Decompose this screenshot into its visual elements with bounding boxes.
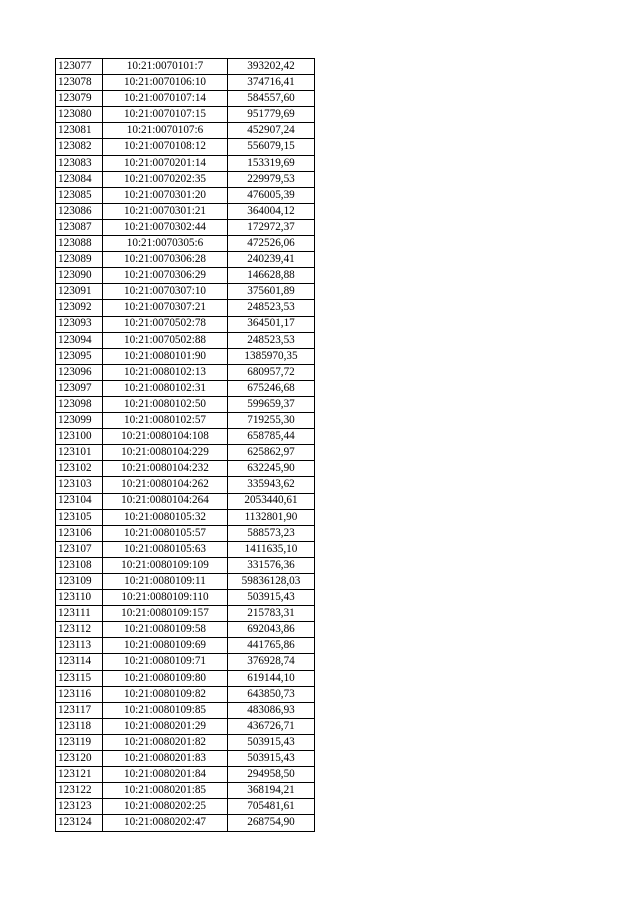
table-row <box>56 364 315 380</box>
table-row <box>56 252 315 268</box>
table-row <box>56 799 315 815</box>
table-row <box>56 123 315 139</box>
row-id-cell: 123122 <box>56 783 103 799</box>
row-id-cell: 123093 <box>56 316 103 332</box>
table-row <box>56 622 315 638</box>
cadastral-value-table <box>55 58 315 832</box>
cadastral-number-cell: 10:21:0080202:25 <box>103 799 228 815</box>
row-id-cell: 123114 <box>56 654 103 670</box>
cadastral-value-cell: 619144,10 <box>228 670 315 686</box>
cadastral-value-cell: 658785,44 <box>228 429 315 445</box>
row-id-cell: 123085 <box>56 187 103 203</box>
cadastral-value-cell: 503915,43 <box>228 734 315 750</box>
cadastral-number-cell: 10:21:0070307:10 <box>103 284 228 300</box>
row-id-cell: 123089 <box>56 252 103 268</box>
cadastral-number-cell: 10:21:0070302:44 <box>103 219 228 235</box>
table-row <box>56 219 315 235</box>
cadastral-value-cell: 146628,88 <box>228 268 315 284</box>
cadastral-number-cell: 10:21:0080202:47 <box>103 815 228 831</box>
table-row <box>56 670 315 686</box>
row-id-cell: 123077 <box>56 59 103 75</box>
cadastral-value-cell: 153319,69 <box>228 155 315 171</box>
cadastral-number-cell: 10:21:0080102:31 <box>103 380 228 396</box>
row-id-cell: 123096 <box>56 364 103 380</box>
table-row <box>56 348 315 364</box>
row-id-cell: 123108 <box>56 557 103 573</box>
table-row <box>56 316 315 332</box>
cadastral-value-cell: 215783,31 <box>228 606 315 622</box>
table-row <box>56 236 315 252</box>
cadastral-number-cell: 10:21:0080109:110 <box>103 590 228 606</box>
table-row <box>56 638 315 654</box>
table-row <box>56 107 315 123</box>
cadastral-value-cell: 331576,36 <box>228 557 315 573</box>
row-id-cell: 123092 <box>56 300 103 316</box>
row-id-cell: 123109 <box>56 574 103 590</box>
row-id-cell: 123078 <box>56 75 103 91</box>
cadastral-value-cell: 374716,41 <box>228 75 315 91</box>
row-id-cell: 123086 <box>56 203 103 219</box>
row-id-cell: 123117 <box>56 702 103 718</box>
table-row <box>56 396 315 412</box>
cadastral-value-cell: 248523,53 <box>228 332 315 348</box>
cadastral-value-cell: 643850,73 <box>228 686 315 702</box>
cadastral-number-cell: 10:21:0080104:229 <box>103 445 228 461</box>
cadastral-number-cell: 10:21:0070502:78 <box>103 316 228 332</box>
cadastral-value-cell: 393202,42 <box>228 59 315 75</box>
table-row <box>56 300 315 316</box>
cadastral-value-cell: 172972,37 <box>228 219 315 235</box>
cadastral-value-cell: 705481,61 <box>228 799 315 815</box>
cadastral-value-cell: 632245,90 <box>228 461 315 477</box>
table-row <box>56 654 315 670</box>
table-row <box>56 429 315 445</box>
cadastral-number-cell: 10:21:0080109:82 <box>103 686 228 702</box>
table-row <box>56 574 315 590</box>
table-row <box>56 75 315 91</box>
table-row <box>56 509 315 525</box>
table-row <box>56 751 315 767</box>
cadastral-number-cell: 10:21:0080201:84 <box>103 767 228 783</box>
row-id-cell: 123105 <box>56 509 103 525</box>
table-row <box>56 171 315 187</box>
row-id-cell: 123120 <box>56 751 103 767</box>
table-row <box>56 477 315 493</box>
cadastral-number-cell: 10:21:0080102:50 <box>103 396 228 412</box>
row-id-cell: 123094 <box>56 332 103 348</box>
cadastral-number-cell: 10:21:0080201:83 <box>103 751 228 767</box>
row-id-cell: 123100 <box>56 429 103 445</box>
cadastral-number-cell: 10:21:0080109:69 <box>103 638 228 654</box>
row-id-cell: 123098 <box>56 396 103 412</box>
table-row <box>56 59 315 75</box>
cadastral-number-cell: 10:21:0070107:15 <box>103 107 228 123</box>
cadastral-value-cell: 719255,30 <box>228 413 315 429</box>
row-id-cell: 123099 <box>56 413 103 429</box>
row-id-cell: 123087 <box>56 219 103 235</box>
row-id-cell: 123082 <box>56 139 103 155</box>
table-row <box>56 139 315 155</box>
cadastral-number-cell: 10:21:0080105:57 <box>103 525 228 541</box>
cadastral-value-cell: 503915,43 <box>228 590 315 606</box>
row-id-cell: 123106 <box>56 525 103 541</box>
row-id-cell: 123115 <box>56 670 103 686</box>
table-row <box>56 702 315 718</box>
table-row <box>56 525 315 541</box>
cadastral-number-cell: 10:21:0080201:85 <box>103 783 228 799</box>
cadastral-number-cell: 10:21:0080109:109 <box>103 557 228 573</box>
row-id-cell: 123081 <box>56 123 103 139</box>
row-id-cell: 123102 <box>56 461 103 477</box>
cadastral-number-cell: 10:21:0070306:28 <box>103 252 228 268</box>
cadastral-number-cell: 10:21:0070101:7 <box>103 59 228 75</box>
cadastral-value-cell: 248523,53 <box>228 300 315 316</box>
cadastral-number-cell: 10:21:0070305:6 <box>103 236 228 252</box>
cadastral-number-cell: 10:21:0080104:264 <box>103 493 228 509</box>
table-row <box>56 268 315 284</box>
row-id-cell: 123107 <box>56 541 103 557</box>
cadastral-value-cell: 268754,90 <box>228 815 315 831</box>
cadastral-value-cell: 452907,24 <box>228 123 315 139</box>
row-id-cell: 123112 <box>56 622 103 638</box>
cadastral-value-cell: 335943,62 <box>228 477 315 493</box>
row-id-cell: 123116 <box>56 686 103 702</box>
cadastral-value-cell: 584557,60 <box>228 91 315 107</box>
row-id-cell: 123080 <box>56 107 103 123</box>
cadastral-value-cell: 364501,17 <box>228 316 315 332</box>
row-id-cell: 123113 <box>56 638 103 654</box>
cadastral-value-cell: 364004,12 <box>228 203 315 219</box>
table-row <box>56 380 315 396</box>
cadastral-number-cell: 10:21:0080104:232 <box>103 461 228 477</box>
table-row <box>56 590 315 606</box>
table-row <box>56 767 315 783</box>
row-id-cell: 123123 <box>56 799 103 815</box>
cadastral-value-cell: 625862,97 <box>228 445 315 461</box>
table-row <box>56 203 315 219</box>
cadastral-value-cell: 59836128,03 <box>228 574 315 590</box>
cadastral-value-cell: 588573,23 <box>228 525 315 541</box>
row-id-cell: 123118 <box>56 718 103 734</box>
cadastral-value-cell: 680957,72 <box>228 364 315 380</box>
row-id-cell: 123121 <box>56 767 103 783</box>
cadastral-value-cell: 675246,68 <box>228 380 315 396</box>
row-id-cell: 123088 <box>56 236 103 252</box>
cadastral-value-cell: 692043,86 <box>228 622 315 638</box>
cadastral-value-cell: 2053440,61 <box>228 493 315 509</box>
cadastral-number-cell: 10:21:0080102:57 <box>103 413 228 429</box>
table-row <box>56 284 315 300</box>
cadastral-number-cell: 10:21:0070301:21 <box>103 203 228 219</box>
cadastral-number-cell: 10:21:0080102:13 <box>103 364 228 380</box>
cadastral-value-cell: 1132801,90 <box>228 509 315 525</box>
cadastral-value-cell: 229979,53 <box>228 171 315 187</box>
cadastral-number-cell: 10:21:0080109:58 <box>103 622 228 638</box>
cadastral-value-cell: 240239,41 <box>228 252 315 268</box>
row-id-cell: 123111 <box>56 606 103 622</box>
table-row <box>56 734 315 750</box>
cadastral-value-cell: 294958,50 <box>228 767 315 783</box>
cadastral-value-cell: 1385970,35 <box>228 348 315 364</box>
row-id-cell: 123084 <box>56 171 103 187</box>
table-row <box>56 91 315 107</box>
cadastral-number-cell: 10:21:0080201:29 <box>103 718 228 734</box>
row-id-cell: 123083 <box>56 155 103 171</box>
cadastral-value-cell: 376928,74 <box>228 654 315 670</box>
row-id-cell: 123101 <box>56 445 103 461</box>
cadastral-number-cell: 10:21:0080109:71 <box>103 654 228 670</box>
cadastral-value-cell: 483086,93 <box>228 702 315 718</box>
table-row <box>56 718 315 734</box>
cadastral-number-cell: 10:21:0080109:157 <box>103 606 228 622</box>
table-row <box>56 686 315 702</box>
table-row <box>56 445 315 461</box>
cadastral-value-cell: 599659,37 <box>228 396 315 412</box>
row-id-cell: 123097 <box>56 380 103 396</box>
cadastral-number-cell: 10:21:0070108:12 <box>103 139 228 155</box>
cadastral-value-cell: 951779,69 <box>228 107 315 123</box>
cadastral-number-cell: 10:21:0070301:20 <box>103 187 228 203</box>
table-row <box>56 155 315 171</box>
cadastral-number-cell: 10:21:0080109:11 <box>103 574 228 590</box>
row-id-cell: 123103 <box>56 477 103 493</box>
cadastral-number-cell: 10:21:0080201:82 <box>103 734 228 750</box>
cadastral-number-cell: 10:21:0080101:90 <box>103 348 228 364</box>
cadastral-number-cell: 10:21:0070107:14 <box>103 91 228 107</box>
table-row <box>56 606 315 622</box>
cadastral-value-cell: 441765,86 <box>228 638 315 654</box>
table-row <box>56 461 315 477</box>
cadastral-number-cell: 10:21:0080104:108 <box>103 429 228 445</box>
cadastral-value-cell: 436726,71 <box>228 718 315 734</box>
row-id-cell: 123079 <box>56 91 103 107</box>
cadastral-number-cell: 10:21:0080104:262 <box>103 477 228 493</box>
table-row <box>56 413 315 429</box>
cadastral-value-cell: 472526,06 <box>228 236 315 252</box>
cadastral-number-cell: 10:21:0070201:14 <box>103 155 228 171</box>
table-row <box>56 815 315 831</box>
cadastral-number-cell: 10:21:0070106:10 <box>103 75 228 91</box>
cadastral-number-cell: 10:21:0080105:63 <box>103 541 228 557</box>
table-row <box>56 332 315 348</box>
cadastral-number-cell: 10:21:0070202:35 <box>103 171 228 187</box>
cadastral-number-cell: 10:21:0070307:21 <box>103 300 228 316</box>
cadastral-value-cell: 503915,43 <box>228 751 315 767</box>
row-id-cell: 123095 <box>56 348 103 364</box>
row-id-cell: 123091 <box>56 284 103 300</box>
row-id-cell: 123090 <box>56 268 103 284</box>
cadastral-number-cell: 10:21:0070107:6 <box>103 123 228 139</box>
table-row <box>56 493 315 509</box>
cadastral-number-cell: 10:21:0080105:32 <box>103 509 228 525</box>
table-row <box>56 783 315 799</box>
cadastral-value-cell: 375601,89 <box>228 284 315 300</box>
table-row <box>56 557 315 573</box>
cadastral-number-cell: 10:21:0070502:88 <box>103 332 228 348</box>
cadastral-number-cell: 10:21:0080109:80 <box>103 670 228 686</box>
cadastral-value-cell: 476005,39 <box>228 187 315 203</box>
cadastral-value-cell: 1411635,10 <box>228 541 315 557</box>
table-row <box>56 187 315 203</box>
cadastral-value-cell: 556079,15 <box>228 139 315 155</box>
row-id-cell: 123119 <box>56 734 103 750</box>
table-row <box>56 541 315 557</box>
cadastral-number-cell: 10:21:0080109:85 <box>103 702 228 718</box>
row-id-cell: 123104 <box>56 493 103 509</box>
cadastral-number-cell: 10:21:0070306:29 <box>103 268 228 284</box>
table-body <box>56 59 315 832</box>
row-id-cell: 123110 <box>56 590 103 606</box>
row-id-cell: 123124 <box>56 815 103 831</box>
cadastral-value-cell: 368194,21 <box>228 783 315 799</box>
